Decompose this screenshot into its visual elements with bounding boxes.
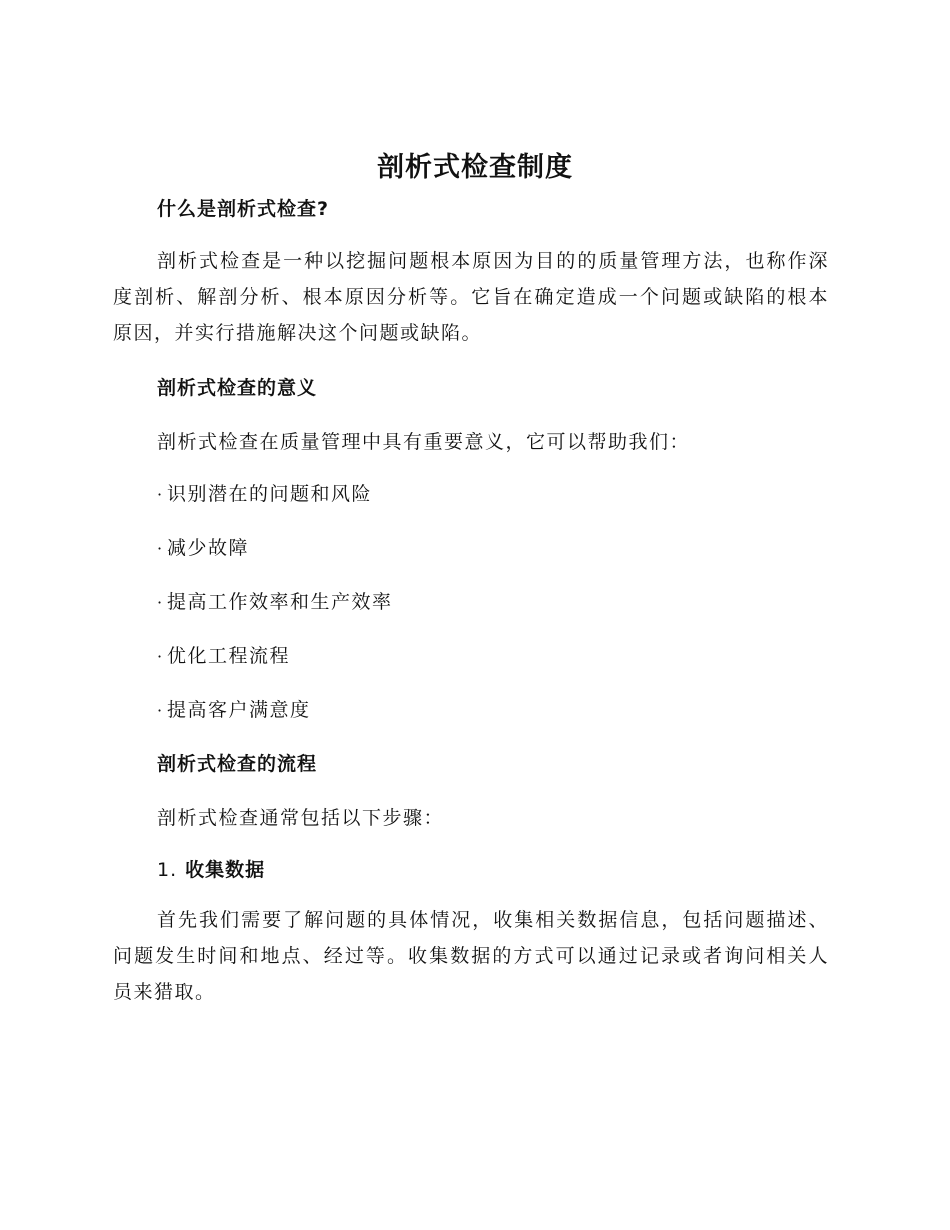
list-item-text: 识别潜在的问题和风险 [167,483,373,505]
list-item-text: 减少故障 [167,537,250,559]
section-paragraph-definition: 剖析式检查是一种以挖掘问题根本原因为目的的质量管理方法，也称作深度剖析、解剖分析、根本原因分析等。它旨在确定造成一个问题或缺陷的根本原因，并实行措施解决这个问题或缺陷。 [113,250,829,344]
step-paragraph: 首先我们需要了解问题的具体情况，收集相关数据信息，包括问题描述、问题发生时间和地点、经过等。收集数据的方式可以通过记录或者询问相关人员来猎取。 [113,909,829,1003]
list-item [157,643,290,670]
bullet-icon: · [157,539,164,558]
list-item-text: 提高客户满意度 [167,699,311,721]
list-item [157,481,372,508]
step-title: 收集数据 [185,859,266,881]
section-heading-what-is: 什么是剖析式检查? [157,198,330,220]
section-heading-significance: 剖析式检查的意义 [157,377,318,399]
bullet-icon: · [157,593,164,612]
bullet-icon: · [157,485,164,504]
list-item [157,697,311,724]
significance-intro: 剖析式检查在质量管理中具有重要意义，它可以帮助我们： [157,431,691,453]
bullet-icon: · [157,701,164,720]
bullet-icon: · [157,647,164,666]
section-heading-process: 剖析式检查的流程 [157,753,318,775]
document-title: 剖析式检查制度 [377,152,573,183]
list-item [157,589,393,616]
step-heading [157,857,265,883]
list-item-text: 提高工作效率和生产效率 [167,591,393,613]
step-number: 1. [157,859,178,881]
list-item [157,535,249,562]
list-item-text: 优化工程流程 [167,645,291,667]
process-intro: 剖析式检查通常包括以下步骤： [157,807,445,829]
